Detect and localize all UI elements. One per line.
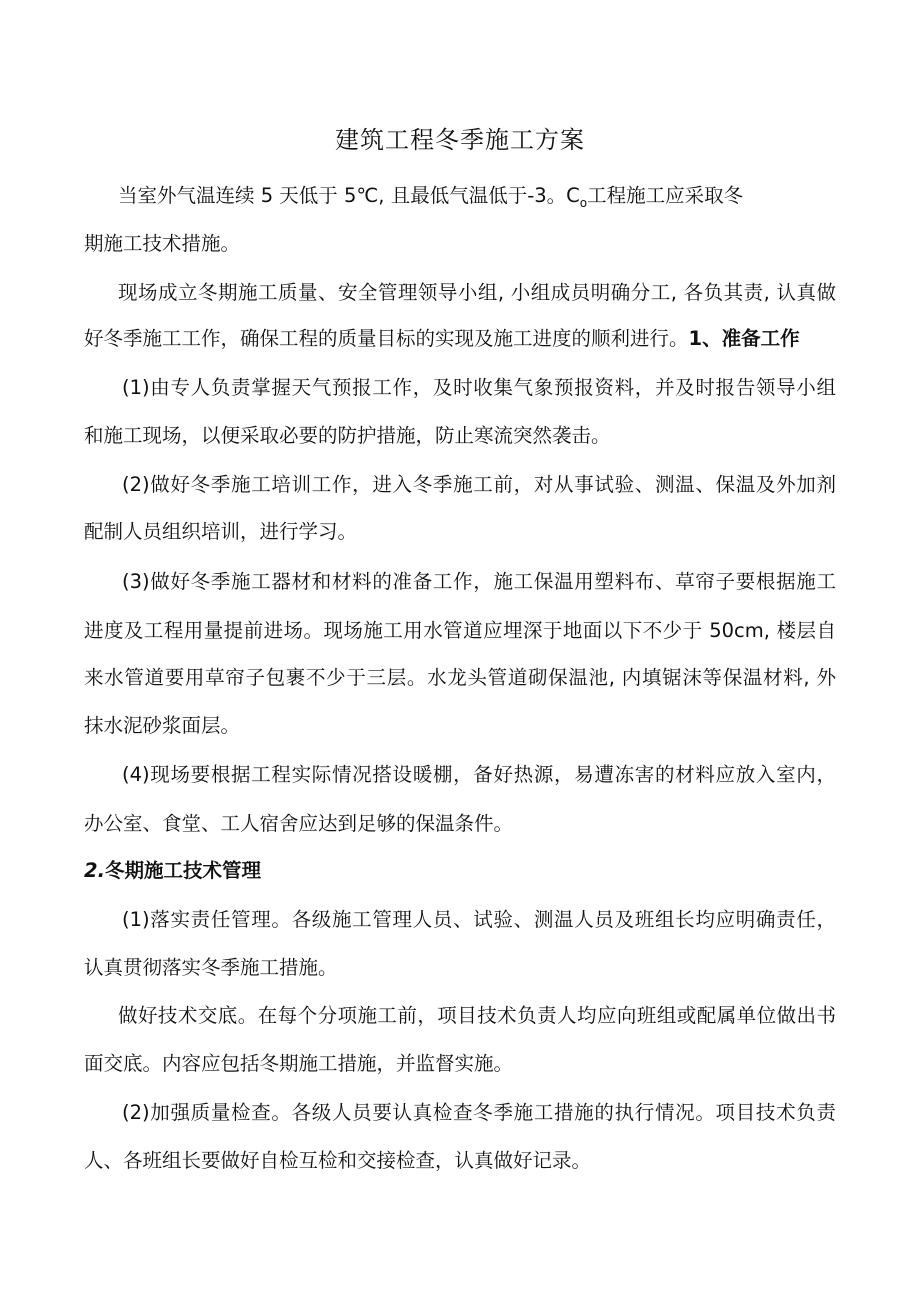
text-run: 工程施工应采取冬 — [587, 184, 744, 207]
text-run: 当室外气温连续 5 天低于 5℃, 且最低气温低于-3。C — [118, 184, 580, 207]
paragraph-line: (1)落实责任管理。各级施工管理人员、试验、测温人员及班组长均应明确责任， — [122, 908, 836, 931]
paragraph-line: 进度及工程用量提前进场。现场施工用水管道应埋深于地面以下不少于 50cm, 楼层自 — [84, 619, 836, 642]
heading-number: 2. — [84, 859, 105, 882]
subscript-o: o — [579, 196, 588, 210]
text-run: 好冬季施工工作，确保工程的质量目标的实现及施工进度的顺利进行。 — [84, 327, 689, 350]
paragraph-line: 抹水泥砂浆面层。 — [84, 714, 241, 737]
paragraph-line: 和施工现场，以便采取必要的防护措施，防止寒流突然袭击。 — [84, 424, 611, 447]
paragraph-line: 办公室、食堂、工人宿舍应达到足够的保温条件。 — [84, 812, 514, 835]
paragraph-line: 来水管道要用草帘子包裹不少于三层。水龙头管道砌保温池, 内填锯沫等保温材料, 外 — [84, 666, 836, 689]
paragraph-line: (1)由专人负责掌握天气预报工作，及时收集气象预报资料，并及时报告领导小组 — [122, 376, 836, 399]
paragraph-line: (3)做好冬季施工器材和材料的准备工作，施工保温用塑料布、草帘子要根据施工 — [122, 570, 836, 593]
paragraph-line: 认真贯彻落实冬季施工措施。 — [84, 956, 338, 979]
paragraph-line: 人、各班组长要做好自检互检和交接检查，认真做好记录。 — [84, 1149, 592, 1172]
paragraph-line: 面交底。内容应包括冬期施工措施，并监督实施。 — [84, 1052, 514, 1075]
paragraph-line: 期施工技术措施。 — [84, 232, 241, 255]
paragraph-line: 现场成立冬期施工质量、安全管理领导小组, 小组成员明确分工, 各负其责, 认真做 — [118, 281, 836, 304]
paragraph-line — [84, 325, 800, 353]
paragraph-line: 做好技术交底。在每个分项施工前，项目技术负责人均应向班组或配属单位做出书 — [118, 1004, 836, 1027]
section-heading — [84, 857, 261, 885]
paragraph-line: (4)现场要根据工程实际情况搭设暖棚，备好热源，易遭冻害的材料应放入室内， — [122, 763, 836, 786]
document-title: 建筑工程冬季施工方案 — [335, 126, 585, 154]
paragraph-line: (2)做好冬季施工培训工作，进入冬季施工前，对从事试验、测温、保温及外加剂 — [122, 473, 836, 496]
paragraph-line: 配制人员组织培训，进行学习。 — [84, 520, 358, 543]
paragraph-line — [118, 182, 743, 212]
paragraph-line: (2)加强质量检查。各级人员要认真检查冬季施工措施的执行情况。项目技术负责 — [122, 1101, 836, 1124]
heading-text: 冬期施工技术管理 — [104, 859, 261, 882]
section-heading: 1、准备工作 — [688, 327, 800, 350]
